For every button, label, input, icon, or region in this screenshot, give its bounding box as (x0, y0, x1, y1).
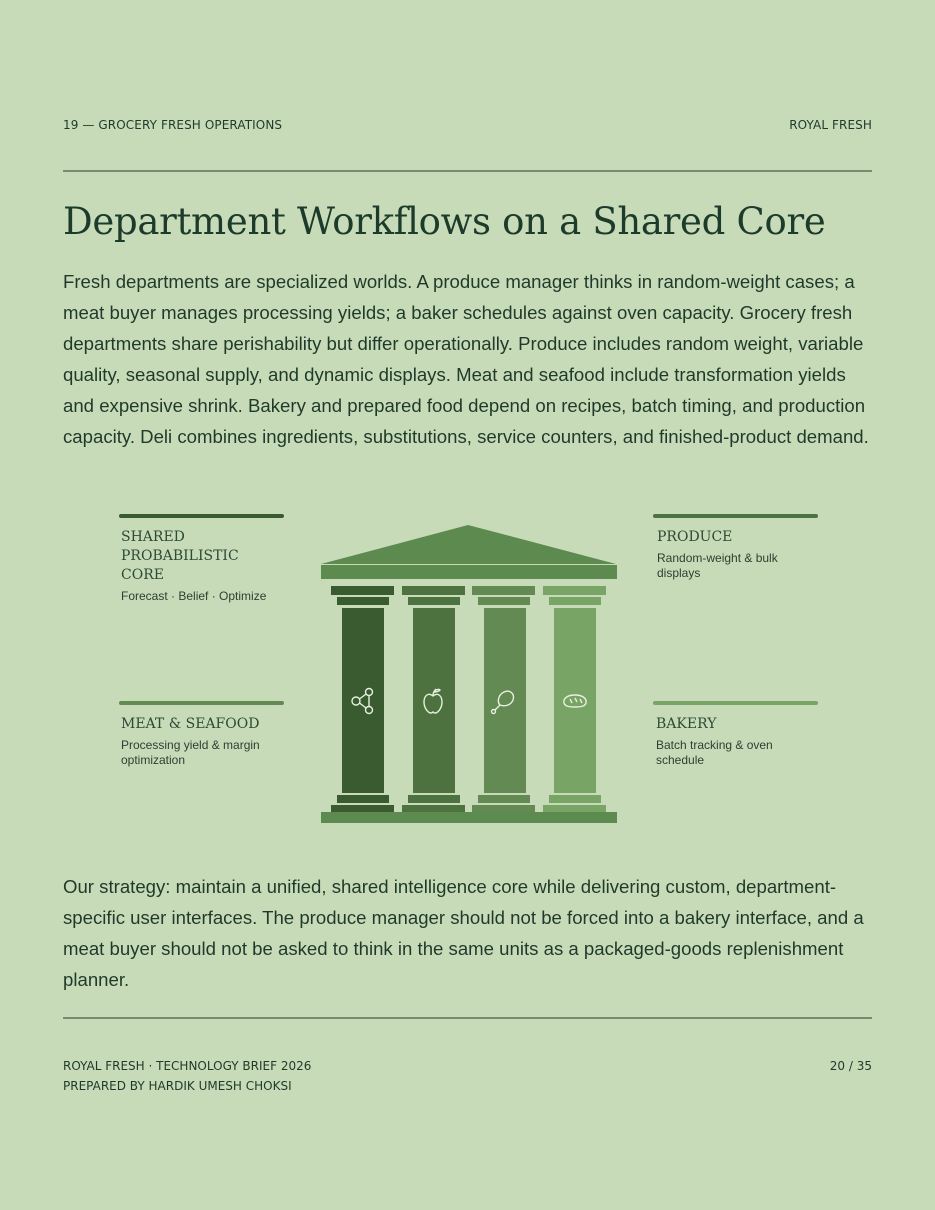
section-label: 19 — GROCERY FRESH OPERATIONS (63, 118, 283, 132)
card-produce (653, 514, 818, 581)
bread-icon (564, 695, 586, 707)
pillar-meat (472, 586, 535, 814)
pillar-core (331, 586, 394, 814)
temple-base (321, 812, 617, 823)
running-header (63, 118, 872, 134)
card-meat-seafood (119, 701, 284, 768)
card-accent-bar (653, 514, 818, 518)
page-number: 20 / 35 (829, 1059, 872, 1073)
card-accent-bar (119, 701, 284, 705)
temple-roof (321, 525, 616, 564)
brand-label: ROYAL FRESH (789, 118, 872, 132)
card-shared-core (119, 514, 284, 604)
card-subtitle: Processing yield & margin optimization (121, 738, 260, 767)
header-divider (63, 170, 872, 172)
card-title: BAKERY (656, 716, 717, 732)
card-title: PRODUCE (657, 529, 733, 545)
card-title: MEAT & SEAFOOD (121, 716, 260, 732)
footer-author-label: PREPARED BY HARDIK UMESH CHOKSI (63, 1079, 292, 1093)
card-bakery (653, 701, 818, 768)
pillar-produce (402, 586, 465, 814)
network-icon (352, 689, 373, 714)
strategy-paragraph: Our strategy: maintain a unified, shared intelligence core while delivering custom, department-specific user interfaces. The produce manager should not be forced into a bakery interface, and a meat buyer should not be asked to think in the same units as a packaged-goods replenishment planner. (63, 876, 864, 990)
apple-icon (424, 689, 442, 713)
card-accent-bar (119, 514, 284, 518)
card-accent-bar (653, 701, 818, 705)
footer-brief-label: ROYAL FRESH · TECHNOLOGY BRIEF 2026 (63, 1059, 312, 1073)
card-title: SHARED PROBABILISTIC CORE (121, 529, 239, 583)
intro-paragraph: Fresh departments are specialized worlds. A produce manager thinks in random-weight cases; a meat buyer manages processing yields; a baker schedules against oven capacity. Grocery fresh departments share perishability but differ operationally. Produce includes random weight, variable quality, seasonal supply, and dynamic displays. Meat and seafood include transformation yields and expensive shrink. Bakery and prepared food depend on recipes, batch timing, and production capacity. Deli combines ingredients, substitutions, service counters, and finished-product demand. (63, 271, 869, 447)
pillar-bakery (543, 586, 606, 814)
temple-entablature (321, 565, 617, 579)
page-title: Department Workflows on a Shared Core (63, 200, 826, 243)
drumstick-icon (492, 691, 514, 713)
card-subtitle: Random-weight & bulk displays (657, 551, 778, 580)
card-subtitle: Forecast · Belief · Optimize (121, 589, 267, 603)
footer-divider (63, 1017, 872, 1019)
card-subtitle: Batch tracking & oven schedule (656, 738, 773, 767)
